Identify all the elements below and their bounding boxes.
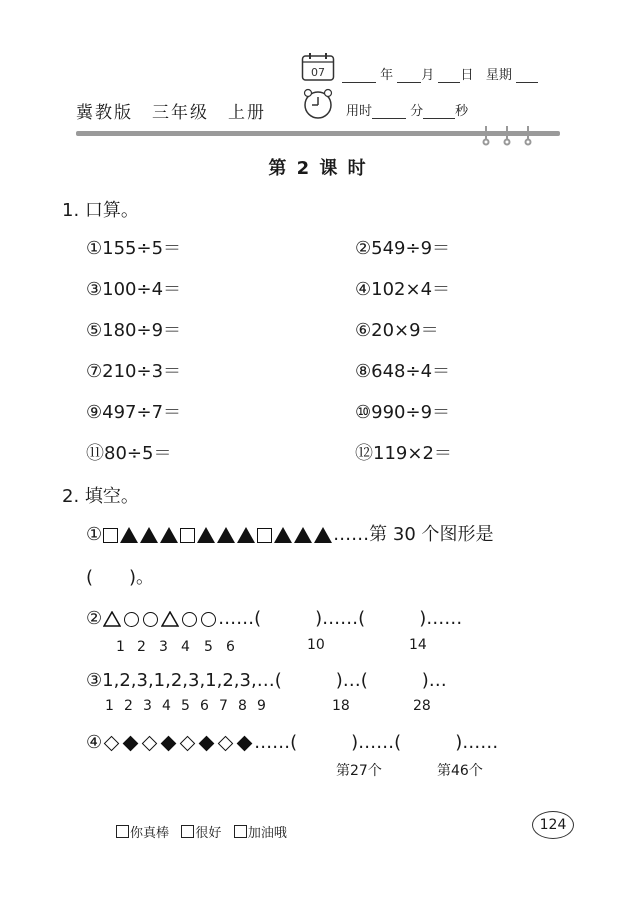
date-weekday-label: 星期	[485, 68, 512, 83]
problem-9: ⑨497÷7＝	[86, 402, 182, 423]
q2-label-10: 10	[307, 637, 325, 653]
diamond-filled-shape	[161, 735, 177, 751]
triangle-filled-shape	[237, 527, 255, 543]
q4-row	[86, 728, 498, 754]
triangle-filled-shape	[160, 527, 178, 543]
problem-1: ①155÷5＝	[86, 238, 182, 259]
q3-label-5: 5	[181, 698, 190, 714]
section1-title: 1. 口算。	[62, 200, 139, 221]
triangle-filled-shape	[314, 527, 332, 543]
date-month-label: 月	[421, 68, 435, 83]
diamond-outline-shape	[142, 735, 158, 751]
clock-icon	[301, 88, 335, 120]
q1-question-text: ……第 30 个图形是	[333, 524, 494, 545]
q2-label-5: 5	[204, 639, 213, 655]
triangle-outline-shape	[161, 611, 179, 627]
problem-5: ⑤180÷9＝	[86, 320, 182, 341]
q4-label-27: 第27个	[336, 763, 382, 779]
q3-label-2: 2	[124, 698, 133, 714]
q4-blanks: ……( )……( )……	[254, 732, 499, 753]
feedback-great[interactable]: 你真棒	[116, 826, 169, 841]
feedback-options	[116, 822, 287, 841]
q2-number: ②	[86, 608, 103, 629]
problem-4: ④102×4＝	[355, 279, 451, 300]
q3-row	[86, 666, 447, 692]
q2-label-6: 6	[226, 639, 235, 655]
q3-label-4: 4	[162, 698, 171, 714]
checkbox-icon	[234, 825, 247, 838]
date-day-label: 日	[460, 68, 474, 83]
time-used-label: 用时	[346, 104, 373, 119]
triangle-filled-shape	[120, 527, 138, 543]
circle-shape	[143, 612, 158, 627]
problem-3: ③100÷4＝	[86, 279, 182, 300]
q2-row	[86, 604, 462, 630]
problem-12: ⑫119×2＝	[355, 443, 452, 464]
problem-7: ⑦210÷3＝	[86, 361, 182, 382]
circle-shape	[124, 612, 139, 627]
date-year-label: 年	[380, 68, 394, 83]
lesson-title: 第 2 课 时	[268, 158, 368, 179]
square-shape	[180, 528, 195, 543]
problem-10: ⑩990÷9＝	[355, 402, 451, 423]
triangle-filled-shape	[140, 527, 158, 543]
date-line	[342, 64, 538, 83]
section2-title: 2. 填空。	[62, 486, 139, 507]
diamond-filled-shape	[237, 735, 253, 751]
publisher-label: 冀教版 三年级 上册	[76, 103, 266, 123]
q3-label-1: 1	[105, 698, 114, 714]
diamond-filled-shape	[199, 735, 215, 751]
problem-6: ⑥20×9＝	[355, 320, 439, 341]
q4-label-46: 第46个	[437, 763, 483, 779]
q2-label-1: 1	[116, 639, 125, 655]
q2-label-4: 4	[181, 639, 190, 655]
problem-8: ⑧648÷4＝	[355, 361, 451, 382]
circle-shape	[201, 612, 216, 627]
q3-number: ③	[86, 670, 103, 691]
triangle-outline-shape	[103, 611, 121, 627]
diamond-outline-shape	[180, 735, 196, 751]
page-number: 124	[532, 811, 574, 839]
q3-label-18: 18	[332, 698, 350, 714]
q3-label-7: 7	[219, 698, 228, 714]
triangle-filled-shape	[217, 527, 235, 543]
square-shape	[257, 528, 272, 543]
triangle-filled-shape	[197, 527, 215, 543]
q3-label-6: 6	[200, 698, 209, 714]
diamond-outline-shape	[104, 735, 120, 751]
checkbox-icon	[116, 825, 129, 838]
q3-label-8: 8	[238, 698, 247, 714]
header-divider	[76, 131, 560, 136]
q2-label-14: 14	[409, 637, 427, 653]
q4-number: ④	[86, 732, 103, 753]
diamond-outline-shape	[218, 735, 234, 751]
q3-label-9: 9	[257, 698, 266, 714]
q3-sequence: 1,2,3,1,2,3,1,2,3,…( )…( )…	[102, 670, 447, 691]
q3-label-3: 3	[143, 698, 152, 714]
q2-label-2: 2	[137, 639, 146, 655]
feedback-good[interactable]: 很好	[181, 826, 221, 841]
circle-shape	[182, 612, 197, 627]
q1-row	[86, 520, 494, 546]
time-sec-label: 秒	[455, 104, 469, 119]
checkbox-icon	[181, 825, 194, 838]
square-shape	[103, 528, 118, 543]
problem-11: ⑪80÷5＝	[86, 443, 172, 464]
time-used-line	[346, 100, 468, 119]
triangle-filled-shape	[274, 527, 292, 543]
time-min-label: 分	[410, 104, 424, 119]
triangle-filled-shape	[294, 527, 312, 543]
q2-label-3: 3	[159, 639, 168, 655]
calendar-icon	[301, 52, 335, 82]
calendar-day: 07	[311, 66, 325, 79]
problem-2: ②549÷9＝	[355, 238, 451, 259]
feedback-keep-going[interactable]: 加油哦	[234, 826, 287, 841]
diamond-filled-shape	[123, 735, 139, 751]
q1-answer-blank: ( )。	[86, 567, 155, 588]
q1-number: ①	[86, 524, 103, 545]
q2-blanks: ……( )……( )……	[218, 608, 463, 629]
q3-label-28: 28	[413, 698, 431, 714]
